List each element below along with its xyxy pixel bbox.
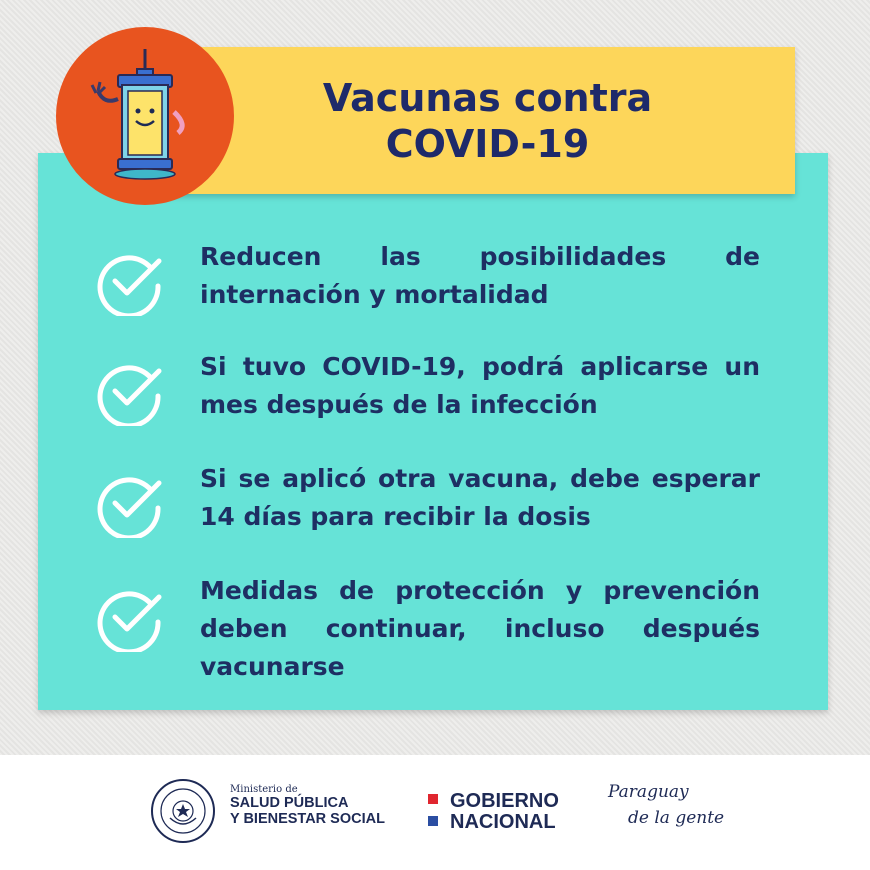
ministry-small: Ministerio de bbox=[230, 784, 298, 795]
slogan-logo bbox=[608, 780, 728, 840]
red-square-icon bbox=[428, 794, 438, 804]
item-text: Medidas de protección y prevención deben continuar, incluso después vacunarse bbox=[200, 576, 760, 681]
mascot-badge bbox=[56, 27, 234, 205]
page-title bbox=[160, 47, 815, 194]
vaccine-mascot-icon bbox=[56, 27, 234, 205]
footer bbox=[0, 755, 870, 870]
check-circle-icon bbox=[95, 468, 165, 538]
title-line-1: Vacunas contra bbox=[322, 75, 653, 120]
slogan-line-2: de la gente bbox=[628, 808, 725, 828]
title-line-2: COVID-19 bbox=[385, 121, 590, 166]
ministry-line-1: SALUD PÚBLICA bbox=[230, 795, 349, 811]
item-text: Si tuvo COVID-19, podrá aplicarse un mes después de la infección bbox=[200, 352, 760, 419]
item-text: Reducen las posibilidades de internación y mortalidad bbox=[200, 242, 760, 309]
national-seal-icon bbox=[150, 778, 216, 844]
check-circle-icon bbox=[95, 356, 165, 426]
gobierno-line-2: NACIONAL bbox=[450, 811, 556, 833]
check-circle-icon bbox=[95, 582, 165, 652]
blue-square-icon bbox=[428, 816, 438, 826]
gobierno-line-1: GOBIERNO bbox=[450, 790, 559, 812]
ministry-logo bbox=[230, 784, 385, 827]
slogan-line-1: Paraguay bbox=[608, 782, 689, 802]
ministry-line-2: Y BIENESTAR SOCIAL bbox=[230, 811, 385, 827]
item-text: Si se aplicó otra vacuna, debe esperar 14 días para recibir la dosis bbox=[200, 464, 760, 531]
check-circle-icon bbox=[95, 246, 165, 316]
